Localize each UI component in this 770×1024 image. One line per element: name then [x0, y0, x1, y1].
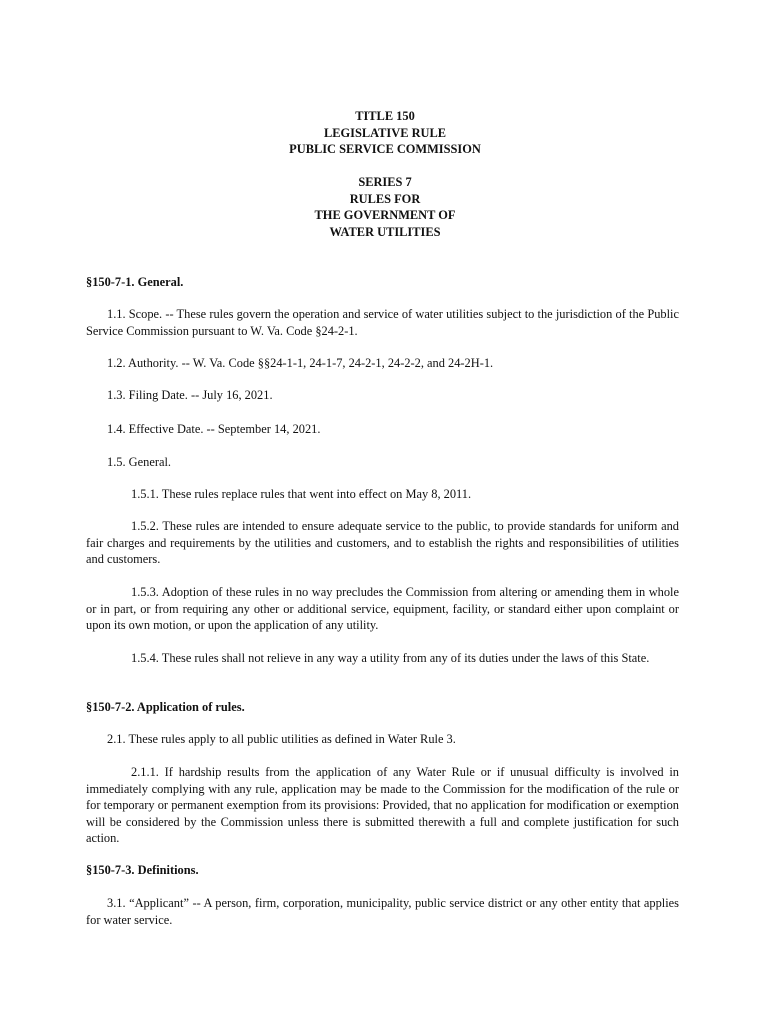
title-block	[0, 108, 770, 158]
series-block	[0, 174, 770, 240]
section-2-heading: §150-7-2. Application of rules.	[86, 700, 245, 714]
paragraph-1-2: 1.2. Authority. -- W. Va. Code §§24-1-1, 24-1-7, 24-2-1, 24-2-2, and 24-2H-1.	[107, 356, 494, 370]
paragraph-2-1-1: 2.1.1. If hardship results from the application of any Water Rule or if unusual difficulty is involved in immediately complying with any rule, application may be made to the Commission for the modification of the rule or for temporary or permanent exemption from its provisions: Provided, that no application for modification or exemption will be considered by the Commission unless there is submitted therewith a full and complete justification for such action.	[86, 765, 679, 845]
series-line: THE GOVERNMENT OF	[314, 208, 456, 222]
paragraph-2-1: 2.1. These rules apply to all public utilities as defined in Water Rule 3.	[107, 732, 456, 746]
paragraph-1-3: 1.3. Filing Date. -- July 16, 2021.	[107, 388, 273, 402]
paragraph-1-1: 1.1. Scope. -- These rules govern the operation and service of water utilities subject to the jurisdiction of the Public Service Commission pursuant to W. Va. Code §24-2-1.	[86, 307, 679, 338]
paragraph-1-5-1: 1.5.1. These rules replace rules that went into effect on May 8, 2011.	[131, 487, 472, 501]
title-line: PUBLIC SERVICE COMMISSION	[289, 142, 481, 156]
paragraph-1-5-2: 1.5.2. These rules are intended to ensure adequate service to the public, to provide standards for uniform and fair charges and requirements by the utilities and customers, and to establish the rights and responsibilities of utilities and customers.	[86, 519, 679, 566]
paragraph-1-5-3: 1.5.3. Adoption of these rules in no way precludes the Commission from altering or amending them in whole or in part, or from requiring any other or additional service, equipment, facility, or standard either upon complaint or upon its own motion, or upon the application of any utility.	[86, 585, 679, 632]
paragraph-1-5-4: 1.5.4. These rules shall not relieve in any way a utility from any of its duties under the laws of this State.	[131, 651, 650, 665]
section-3-heading: §150-7-3. Definitions.	[86, 863, 199, 877]
paragraph-3-1: 3.1. “Applicant” -- A person, firm, corporation, municipality, public service district or any other entity that applies for water service.	[86, 896, 679, 927]
series-line: SERIES 7	[358, 175, 412, 189]
series-line: RULES FOR	[349, 191, 421, 206]
paragraph-1-4: 1.4. Effective Date. -- September 14, 2021.	[107, 422, 321, 436]
section-1-heading: §150-7-1. General.	[86, 275, 184, 289]
title-line: TITLE 150	[355, 109, 415, 123]
title-line: LEGISLATIVE RULE	[324, 125, 446, 140]
paragraph-1-5: 1.5. General.	[107, 455, 171, 469]
series-line: WATER UTILITIES	[329, 224, 441, 239]
